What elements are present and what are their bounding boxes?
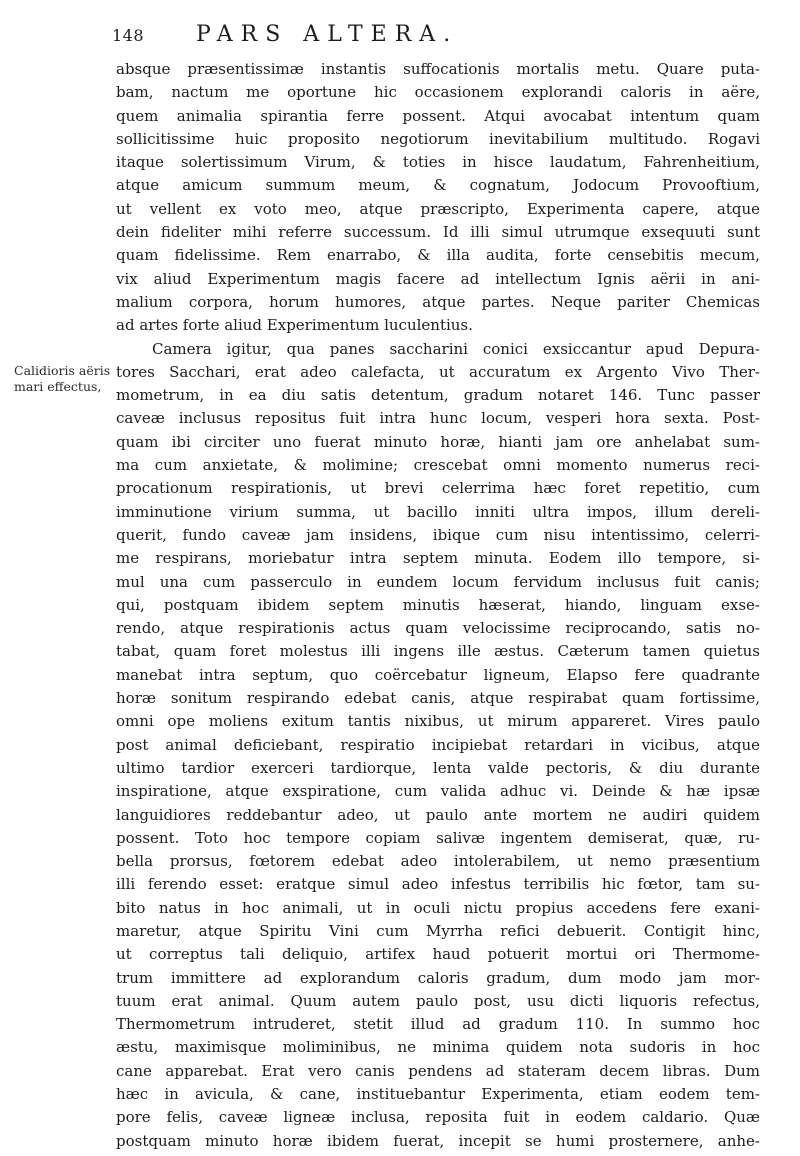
text-line: itaque solertissimum Virum, & toties in hisce laudatum, Fahrenheitium, bbox=[116, 153, 760, 172]
text-line: Camera igitur, qua panes saccharini conici exsiccantur apud Depura- bbox=[152, 339, 760, 358]
text-line: manebat intra septum, quo coërcebatur ligneum, Elapso fere quadrante bbox=[116, 665, 760, 684]
running-head: PARS ALTERA. bbox=[196, 22, 459, 47]
text-line: mul una cum passerculo in eundem locum fervidum inclusus fuit canis; bbox=[116, 572, 760, 591]
text-line: quam ibi circiter uno fuerat minuto horæ, hianti jam ore anhelabat sum- bbox=[116, 432, 760, 451]
text-line: illi ferendo esset: eratque simul adeo infestus terribilis hic fœtor, tam su- bbox=[116, 875, 760, 894]
text-line: bito natus in hoc animali, ut in oculi nictu propius accedens fere exani- bbox=[116, 898, 760, 917]
text-line: tores Sacchari, erat adeo calefacta, ut accuratum ex Argento Vivo Ther- bbox=[116, 362, 760, 381]
text-line: caveæ inclusus repositus fuit intra hunc locum, vesperi hora sexta. Post- bbox=[116, 409, 760, 428]
margin-note-line: mari effectus, bbox=[14, 379, 102, 394]
text-line: post animal deficiebant, respiratio incipiebat retardari in vicibus, atque bbox=[116, 735, 760, 754]
text-line: inspiratione, atque exspiratione, cum valida adhuc vi. Deinde & hæ ipsæ bbox=[116, 782, 760, 801]
text-line: languidiores reddebantur adeo, ut paulo ante mortem ne audiri quidem bbox=[116, 805, 760, 824]
text-line: absque præsentissimæ instantis suffocationis mortalis metu. Quare puta- bbox=[116, 60, 760, 78]
body-text bbox=[116, 58, 760, 1153]
text-line: æstu, maximisque moliminibus, ne minima quidem nota sudoris in hoc bbox=[116, 1038, 760, 1057]
text-line: mometrum, in ea diu satis detentum, gradum notaret 146. Tunc passer bbox=[116, 386, 760, 405]
text-line: vix aliud Experimentum magis facere ad intellectum Ignis aërii in ani- bbox=[116, 269, 760, 288]
text-line: bam, nactum me oportune hic occasionem explorandi caloris in aëre, bbox=[116, 83, 760, 102]
text-line: trum immittere ad explorandum caloris gradum, dum modo jam mor- bbox=[116, 968, 760, 987]
text-line: tuum erat animal. Quum autem paulo post, usu dicti liquoris refectus, bbox=[116, 991, 760, 1010]
text-line: dein fideliter mihi referre successum. Id illi simul utrumque exsequuti sunt bbox=[116, 223, 760, 242]
text-line: cane apparebat. Erat vero canis pendens ad stateram decem libras. Dum bbox=[116, 1061, 760, 1080]
text-line: procationum respirationis, ut brevi celerrima hæc foret repetitio, cum bbox=[116, 479, 760, 498]
margin-note-line: Calidioris aëris bbox=[14, 363, 111, 378]
text-line: querit, fundo caveæ jam insidens, ibique cum nisu intentissimo, celerri- bbox=[116, 525, 760, 544]
text-line: maretur, atque Spiritu Vini cum Myrrha refici debuerit. Contigit hinc, bbox=[116, 921, 760, 940]
text-line: ut vellent ex voto meo, atque præscripto, Experimenta capere, atque bbox=[116, 199, 760, 218]
text-line: qui, postquam ibidem septem minutis hæserat, hiando, linguam exse- bbox=[116, 595, 760, 614]
text-line: malium corpora, horum humores, atque partes. Neque pariter Chemicas bbox=[116, 292, 760, 311]
text-line: bella prorsus, fœtorem edebat adeo intolerabilem, ut nemo præsentium bbox=[116, 852, 760, 871]
text-line: atque amicum summum meum, & cognatum, Jodocum Provooftium, bbox=[116, 176, 760, 195]
text-line: imminutione virium summa, ut bacillo inniti ultra impos, illum dereli- bbox=[116, 502, 760, 521]
text-line: rendo, atque respirationis actus quam velocissime reciprocando, satis no- bbox=[116, 619, 760, 638]
text-line: quam fidelissime. Rem enarrabo, & illa audita, forte censebitis mecum, bbox=[116, 246, 760, 265]
text-line: ultimo tardior exerceri tardiorque, lenta valde pectoris, & diu durante bbox=[116, 758, 760, 777]
text-line: hæc in avicula, & cane, instituebantur Experimenta, etiam eodem tem- bbox=[116, 1085, 760, 1104]
page-header bbox=[112, 22, 672, 56]
text-line: ma cum anxietate, & molimine; crescebat omni momento numerus reci- bbox=[116, 456, 760, 475]
text-line: Thermometrum intruderet, stetit illud ad gradum 110. In summo hoc bbox=[116, 1015, 760, 1034]
text-line: omni ope moliens exitum tantis nixibus, ut mirum appareret. Vires paulo bbox=[116, 712, 760, 731]
text-line: pore felis, caveæ ligneæ inclusa, reposita fuit in eodem caldario. Quæ bbox=[116, 1108, 760, 1127]
margin-note bbox=[14, 363, 110, 395]
text-line: possent. Toto hoc tempore copiam salivæ ingentem demiserat, quæ, ru- bbox=[116, 828, 760, 847]
text-line: ad artes forte aliud Experimentum luculentius. bbox=[116, 316, 473, 335]
text-line: postquam minuto horæ ibidem fuerat, incepit se humi prosternere, anhe- bbox=[116, 1131, 760, 1150]
text-line: sollicitissime huic proposito negotiorum inevitabilium multitudo. Rogavi bbox=[116, 129, 760, 148]
page-number: 148 bbox=[112, 26, 145, 45]
text-line: tabat, quam foret molestus illi ingens ille æstus. Cæterum tamen quietus bbox=[116, 642, 760, 661]
text-line: quem animalia spirantia ferre possent. Atqui avocabat intentum quam bbox=[116, 106, 760, 125]
text-line: horæ sonitum respirando edebat canis, atque respirabat quam fortissime, bbox=[116, 689, 760, 708]
text-line: me respirans, moriebatur intra septem minuta. Eodem illo tempore, si- bbox=[116, 549, 760, 568]
text-line: ut correptus tali deliquio, artifex haud potuerit mortui ori Thermome- bbox=[116, 945, 760, 964]
